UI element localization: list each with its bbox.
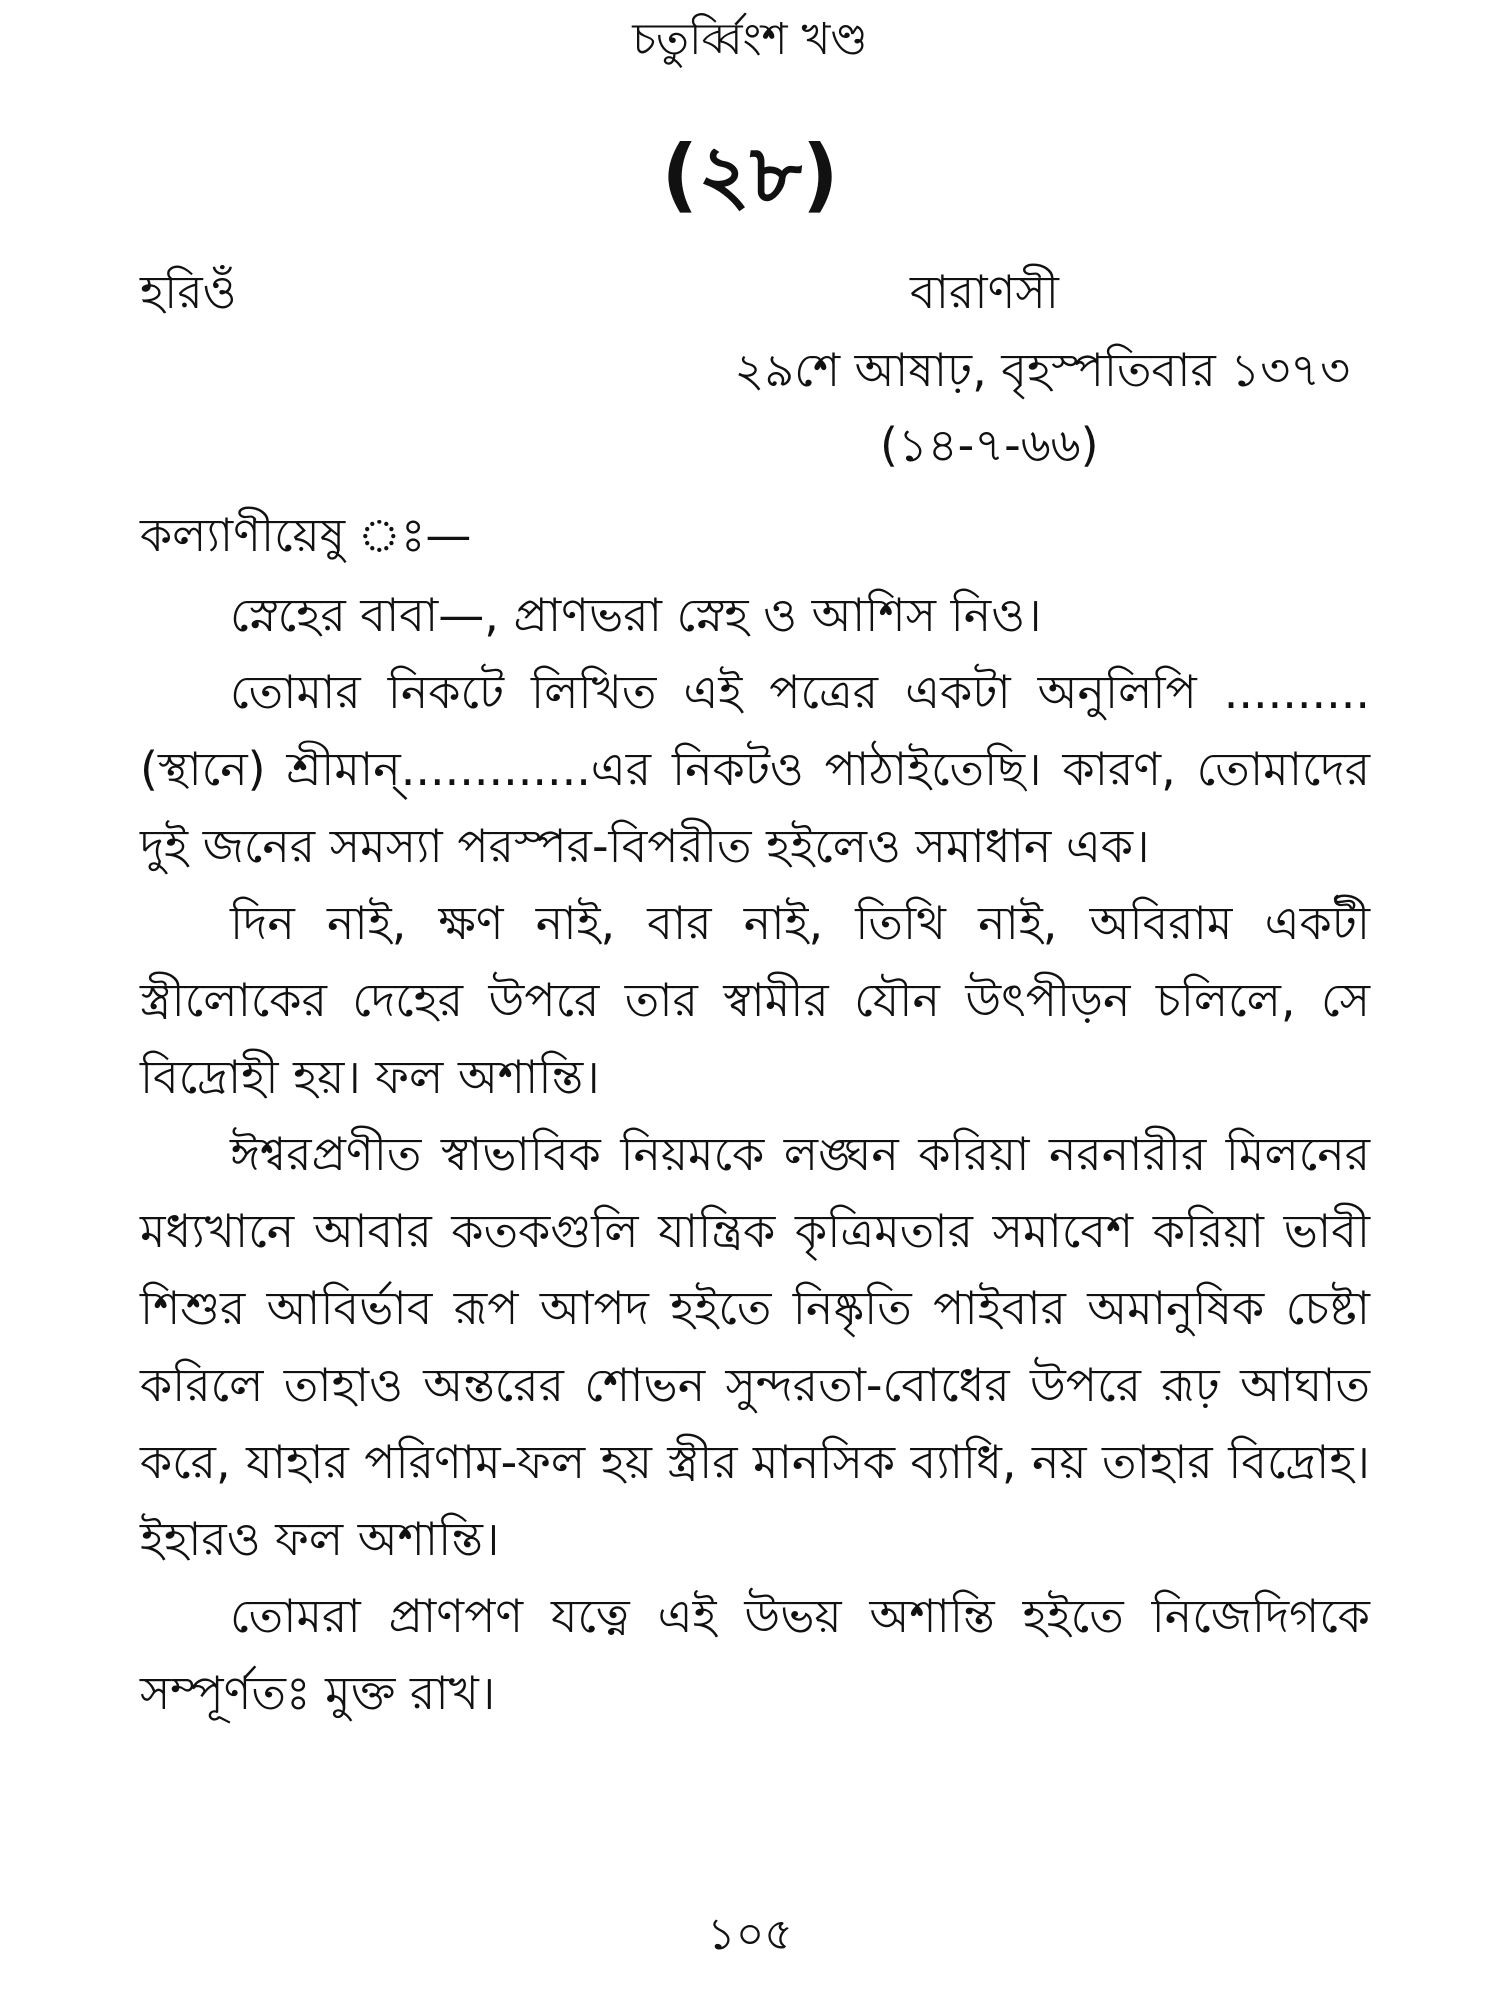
addressee: কল্যাণীয়েষু ঃ— xyxy=(140,508,472,562)
paragraph: ঈশ্বরপ্রণীত স্বাভাবিক নিয়মকে লঙ্ঘন করিয়া নরনারীর মিলনের মধ্যখানে আবার কতকগুলি যান্ত্রিক কৃত্রিমতার সমাবেশ করিয়া ভাবী শিশুর আবির্ভাব রূপ আপদ হইতে নিষ্কৃতি পাইবার অমানুষিক চেষ্টা করিলে তাহাও অন্তরের শোভন সুন্দরতা-বোধের উপরে রূঢ় আঘাত করে, যাহার পরিণাম-ফল হয় স্ত্রীর মানসিক ব্যাধি, নয় তাহার বিদ্রোহ। ইহারও ফল অশান্তি। xyxy=(140,1127,1370,1566)
letter-place: বারাণসী xyxy=(910,265,1059,319)
page-number: ১০৫ xyxy=(707,1909,793,1960)
letter-date-numeric: (১৪-৭-৬৬) xyxy=(880,418,1099,472)
letter-date: ২৯শে আষাঢ়, বৃহস্পতিবার ১৩৭৩ xyxy=(734,343,1350,397)
paragraph: তোমার নিকটে লিখিত এই পত্রের একটা অনুলিপি ..........(স্থানে) শ্রীমান্.............এর নিকটও পাঠাইতেছি। কারণ, তোমাদের দুই জনের সমস্যা পরস্পর-বিপরীত হইলেও সমাধান এক। xyxy=(140,665,1370,873)
letter-number: (২৮) xyxy=(661,128,839,221)
letter-body xyxy=(140,577,1370,1732)
running-header: চতুর্ব্বিংশ খণ্ড xyxy=(632,14,868,65)
paragraph: দিন নাই, ক্ষণ নাই, বার নাই, তিথি নাই, অবিরাম একটী স্ত্রীলোকের দেহের উপরে তার স্বামীর যৌন উৎপীড়ন চলিলে, সে বিদ্রোহী হয়। ফল অশান্তি। xyxy=(140,896,1370,1104)
paragraph-greeting: স্নেহের বাবা—, প্রাণভরা স্নেহ ও আশিস নিও। xyxy=(230,588,1042,642)
paragraph: তোমরা প্রাণপণ যত্নে এই উভয় অশান্তি হইতে নিজেদিগকে সম্পূর্ণতঃ মুক্ত রাখ। xyxy=(140,1589,1370,1720)
invocation: হরিওঁ xyxy=(140,265,237,319)
